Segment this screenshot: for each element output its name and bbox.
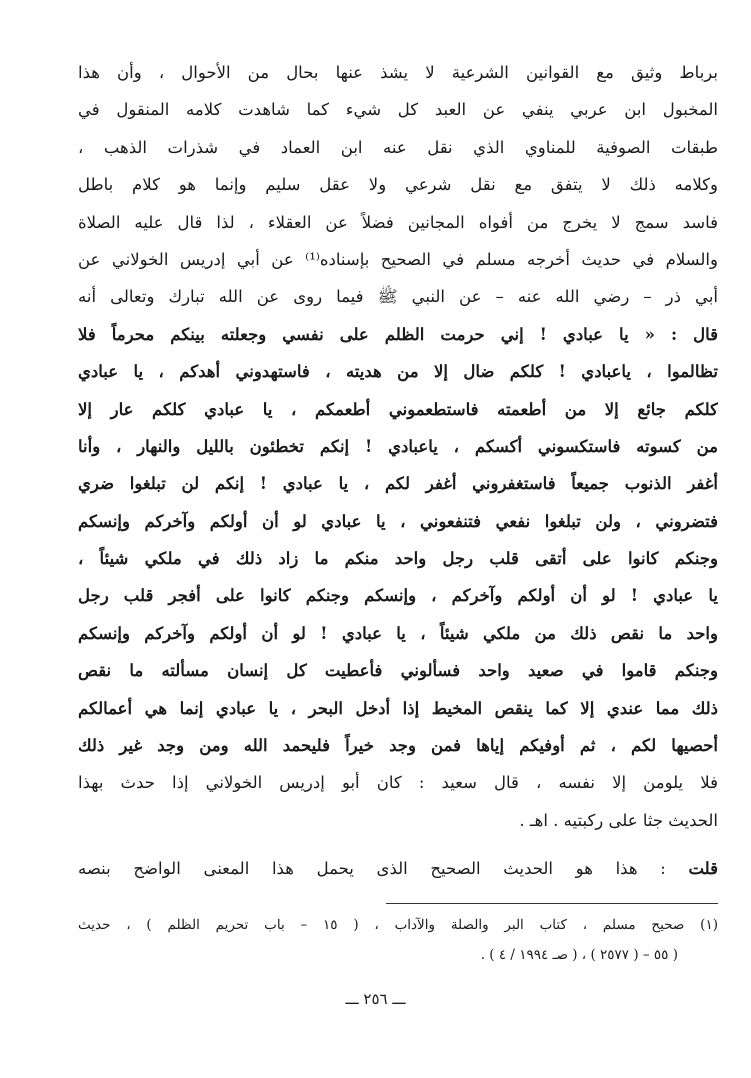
text-line: فاسد سمج لا يخرج من أفواه المجانين فضلاً عن العقلاء ، لذا قال عليه الصلاة bbox=[78, 212, 718, 232]
text-line: من كسوته فاستكسوني أكسكم ، ياعبادي ! إنكم تخطئون بالليل والنهار ، وأنا bbox=[78, 436, 718, 456]
footnote-divider bbox=[386, 903, 718, 904]
text-line: أبي ذر – رضي الله عنه – عن النبي ﷺ فيما روى عن الله تبارك وتعالى أنه bbox=[78, 287, 718, 307]
text-line: تظالموا ، ياعبادي ! كلكم ضال إلا من هديته ، فاستهدوني أهدكم ، يا عبادي bbox=[78, 362, 718, 382]
text-line: قال : « يا عبادي ! إني حرمت الظلم على نفسي وجعلته بينكم محرماً فلا bbox=[78, 324, 718, 344]
footnotes bbox=[78, 910, 718, 970]
footnote-line: ( ٥٥ – ( ٢٥٧٧ ) ، ( صـ ١٩٩٤ / ٤ ) . bbox=[480, 947, 678, 963]
main-text bbox=[78, 54, 718, 839]
text-line: طبقات الصوفية للمناوي الذي نقل عنه ابن العماد في شذرات الذهب ، bbox=[78, 137, 718, 157]
text-line: أغفر الذنوب جميعاً فاستغفروني أغفر لكم ، يا عبادي ! إنكم لن تبلغوا ضري bbox=[78, 474, 718, 494]
text-line: والسلام في حديث أخرجه مسلم في الصحيح بإسناده⁽¹⁾ عن أبي إدريس الخولاني عن bbox=[78, 249, 718, 269]
text-line: وكلامه ذلك لا يتفق مع نقل شرعي ولا عقل سليم وإنما هو كلام باطل bbox=[78, 175, 718, 195]
footnote-line: (١) صحيح مسلم ، كتاب البر والصلة والآداب ، ( ١٥ – باب تحريم الظلم ) ، حديث bbox=[78, 917, 718, 933]
text-line: المخبول ابن عربي ينفي عن العبد كل شيء كما شاهدت كلامه المنقول في bbox=[78, 100, 718, 120]
page-number: ـــ ٢٥٦ ـــ bbox=[345, 990, 406, 1008]
text-line: كلكم جائع إلا من أطعمته فاستطعموني أطعمكم ، يا عبادي كلكم عار إلا bbox=[78, 399, 718, 419]
text-line: برباط وثيق مع القوانين الشرعية لا يشذ عنها بحال من الأحوال ، وأن هذا bbox=[78, 63, 718, 82]
text-line: واحد ما نقص ذلك من ملكي شيئاً ، يا عبادي ! لو أن أولكم وآخركم وإنسكم bbox=[78, 623, 718, 643]
text-line: فتضروني ، ولن تبلغوا نفعي فتنفعوني ، يا عبادي لو أن أولكم وآخركم وإنسكم bbox=[78, 511, 718, 531]
qult-line bbox=[78, 850, 718, 887]
qult-label: قلت bbox=[688, 859, 718, 878]
text-line: وجنكم كانوا على أتقى قلب رجل واحد منكم ما زاد ذلك في ملكي شيئاً ، bbox=[78, 549, 718, 569]
text-line: أحصيها لكم ، ثم أوفيكم إياها فمن وجد خيراً فليحمد الله ومن وجد غير ذلك bbox=[78, 736, 718, 756]
text-line: وجنكم قاموا في صعيد واحد فسألوني فأعطيت كل إنسان مسألته ما نقص bbox=[78, 661, 718, 681]
text-line: فلا يلومن إلا نفسه ، قال سعيد : كان أبو إدريس الخولاني إذا حدث بهذا bbox=[78, 773, 718, 793]
text-line: يا عبادي ! لو أن أولكم وآخركم ، وإنسكم وجنكم كانوا على أفجر قلب رجل bbox=[78, 586, 718, 606]
qult-paragraph bbox=[78, 850, 718, 887]
qult-text: : هذا هو الحديث الصحيح الذى يحمل هذا المعنى الواضح بنصه bbox=[78, 859, 689, 878]
text-line: ذلك مما عندي إلا كما ينقص المخيط إذا أدخل البحر ، يا عبادي إنما هي أعمالكم bbox=[78, 698, 718, 718]
text-line: الحديث جثا على ركبتيه . اهـ . bbox=[519, 810, 718, 830]
